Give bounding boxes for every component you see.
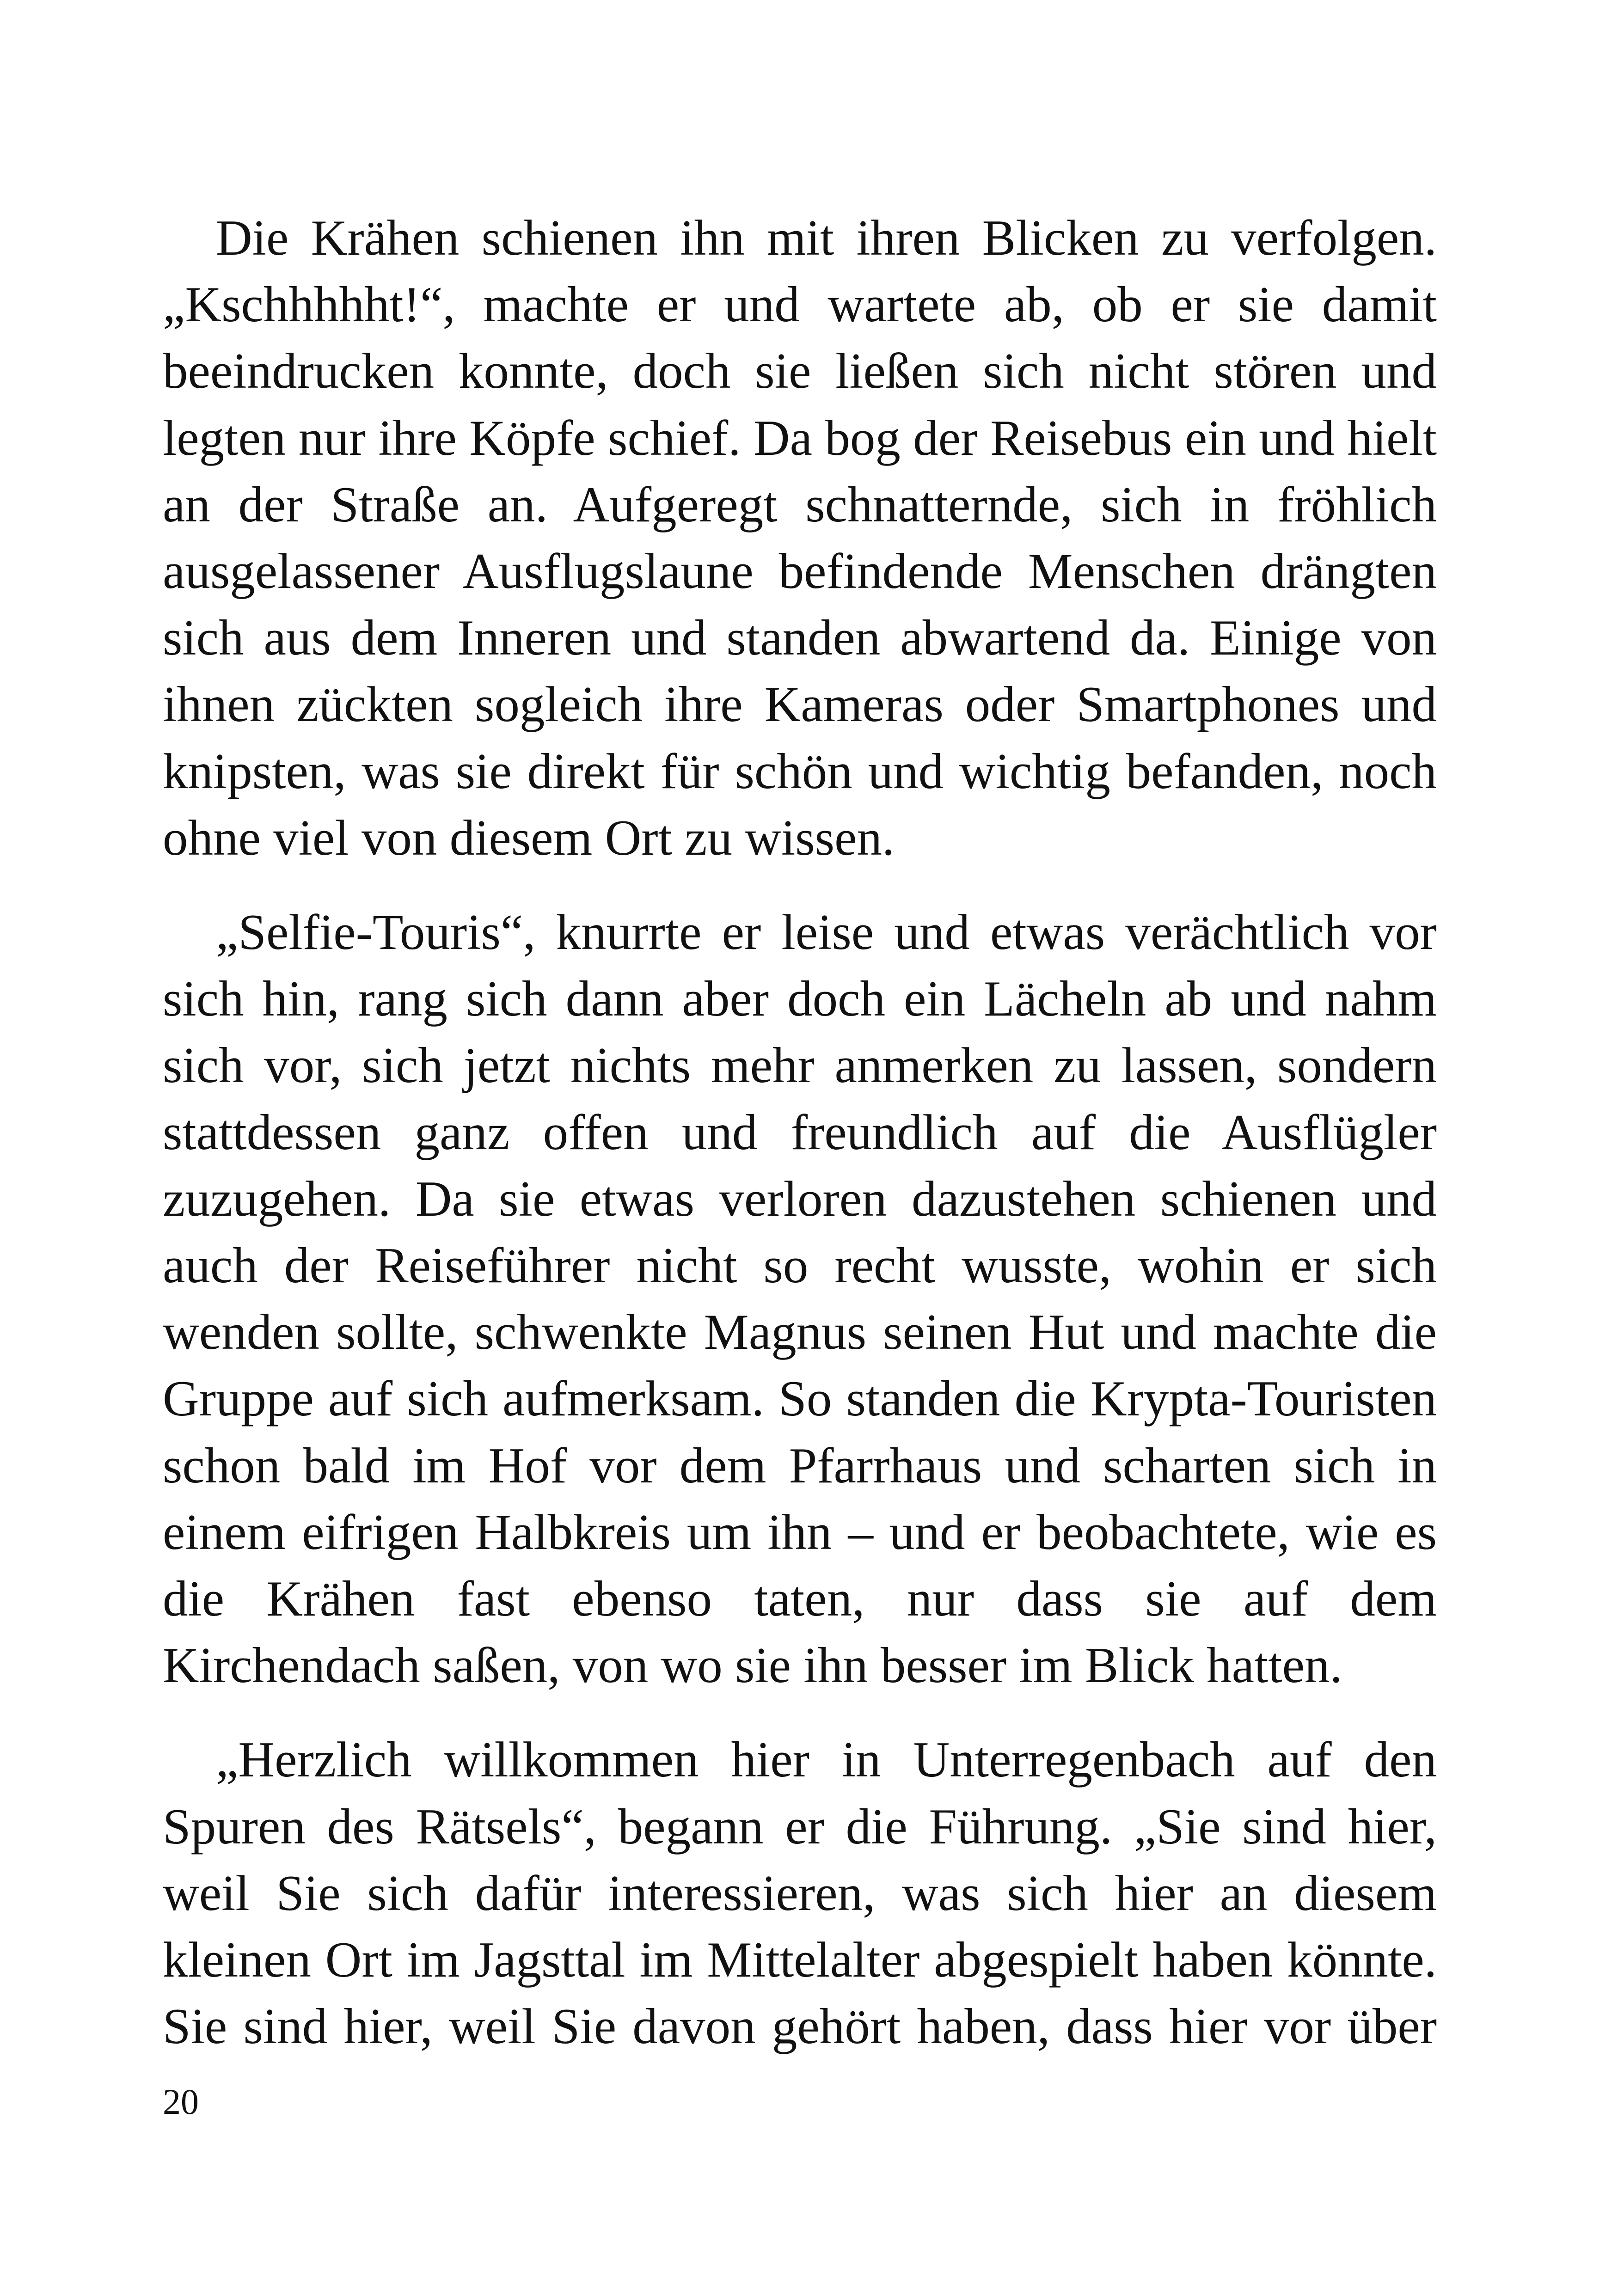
paragraph-2: „Selfie-Touris“, knurrte er leise und etwas verächtlich vor sich hin, rang sich dann aber doch ein Lächeln ab und nahm sich vor, sich jetzt nichts mehr anmerken zu lassen, sondern stattdessen ganz offen und freundlich auf die Ausflügler zuzugehen. Da sie etwas verloren dazustehen schienen und auch der Reiseführer nicht so recht wusste, wohin er sich wenden sollte, schwenkte Magnus seinen Hut und machte die Gruppe auf sich aufmerksam. So standen die Krypta-Touristen schon bald im Hof vor dem Pfarrhaus und scharten sich in einem eifrigen Halbkreis um ihn – und er beobachtete, wie es die Krähen fast ebenso taten, nur dass sie auf dem Kirchendach saßen, von wo sie ihn besser im Blick hatten. — [163, 904, 1437, 1694]
body-text — [163, 205, 1437, 2088]
page-number: 20 — [163, 2082, 199, 2122]
paragraph-1: Die Krähen schienen ihn mit ihren Blicken zu verfolgen. „Kschhhhht!“, machte er und wartete ab, ob er sie damit beeindrucken konnte, doch sie ließen sich nicht stören und legten nur ihre Köpfe schief. Da bog der Reisebus ein und hielt an der Straße an. Aufgeregt schnatternde, sich in fröhlich ausgelassener Ausflugslaune befindende Menschen drängten sich aus dem Inneren und standen abwartend da. Einige von ihnen zückten sogleich ihre Kameras oder Smartphones und knipsten, was sie direkt für schön und wichtig befanden, noch ohne viel von diesem Ort zu wissen. — [163, 210, 1437, 866]
paragraph-3: „Herzlich willkommen hier in Unterregenbach auf den Spuren des Rätsels“, begann er die Führung. „Sie sind hier, weil Sie sich dafür interessieren, was sich hier an diesem kleinen Ort im Jagsttal im Mittelalter abgespielt haben könnte. Sie sind hier, weil Sie davon gehört haben, dass hier vor über — [163, 1732, 1437, 2055]
